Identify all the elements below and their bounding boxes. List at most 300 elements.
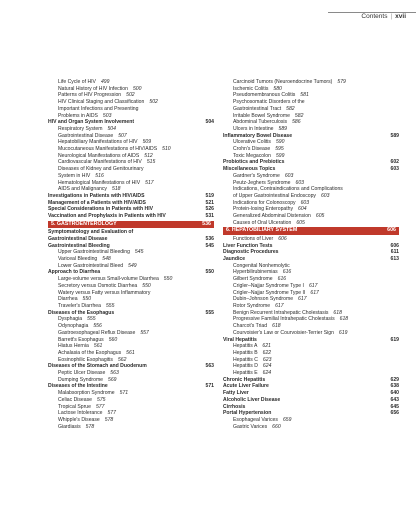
- toc-page-number: 512: [144, 152, 153, 159]
- toc-page-number: 629: [390, 376, 399, 383]
- toc-entry-title: Diseases of the Intestine: [48, 383, 108, 390]
- toc-entry-title: Toxic Megacolon: [233, 152, 271, 159]
- toc-entry-title: Neurological Manifestations of AIDS: [58, 152, 140, 159]
- toc-subtopic[interactable]: [223, 296, 399, 303]
- toc-entry-title: Charcot's Triad: [233, 323, 268, 330]
- toc-entry-title: Dubin–Johnson Syndrome: [233, 296, 294, 303]
- toc-subtopic[interactable]: [223, 86, 399, 93]
- toc-subtopic[interactable]: [48, 343, 214, 350]
- toc-subtopic[interactable]: [223, 350, 399, 357]
- toc-page-number: 606: [390, 242, 399, 249]
- toc-page-number: 582: [294, 112, 304, 119]
- toc-page-number: 603: [284, 172, 294, 179]
- toc-page-number: 550: [142, 282, 151, 289]
- toc-entry-title: Pseudomembranous Colitis: [233, 92, 296, 99]
- toc-subtopic[interactable]: [48, 316, 214, 323]
- toc-subtopic[interactable]: [223, 283, 399, 290]
- toc-entry-title: Viral Hepatitis: [223, 336, 257, 343]
- toc-page-number: 621: [262, 343, 271, 350]
- toc-entry-title: Important Infections and Presenting: [58, 105, 139, 112]
- toc-entry-title: Diseases of Kidney and Genitourinary: [58, 166, 144, 173]
- toc-entry-title: Respiratory System: [58, 125, 103, 132]
- toc-topic[interactable]: [223, 249, 399, 256]
- toc-topic[interactable]: [223, 377, 399, 384]
- toc-subtopic[interactable]: [48, 417, 214, 424]
- toc-entry-title: Probiotics and Prebiotics: [223, 159, 285, 166]
- toc-entry-title: Peptic Ulcer Disease: [58, 370, 106, 377]
- toc-page-number: 603: [390, 166, 399, 173]
- toc-entry-title: Gastrointestinal Tract: [233, 105, 282, 112]
- toc-subtopic[interactable]: [223, 424, 399, 431]
- toc-subtopic[interactable]: [223, 79, 399, 86]
- toc-subtopic[interactable]: [223, 263, 399, 270]
- toc-entry-title: Irritable Bowel Syndrome: [233, 112, 290, 119]
- section-heading[interactable]: [223, 227, 399, 235]
- toc-topic[interactable]: [48, 363, 214, 370]
- toc-entry-title: Functions of Liver: [233, 235, 274, 242]
- toc-page-number: 549: [128, 262, 137, 269]
- toc-topic[interactable]: [223, 390, 399, 397]
- toc-page-number: 536: [202, 220, 211, 227]
- toc-page-number: 518: [111, 186, 121, 193]
- toc-subtopic[interactable]: [48, 263, 214, 270]
- toc-entry-title: Indications for Colonoscopy: [233, 199, 296, 206]
- toc-entry-title: Whipple's Disease: [58, 416, 100, 423]
- toc-entry-title: Dysphagia: [58, 316, 83, 323]
- toc-page-number: 619: [390, 336, 399, 343]
- toc-page-number: 562: [117, 356, 127, 363]
- toc-page-number: 660: [272, 423, 281, 430]
- toc-subtopic[interactable]: [48, 180, 214, 187]
- toc-topic[interactable]: [223, 397, 399, 404]
- toc-page-number: 586: [292, 119, 301, 126]
- toc-entry-title: of Upper Gastrointestinal Endoscopy: [233, 192, 316, 199]
- toc-page-number: 563: [205, 363, 214, 370]
- toc-entry-title: Fatty Liver: [223, 390, 249, 397]
- section-heading[interactable]: [48, 221, 214, 229]
- toc-page-number: 531: [205, 213, 214, 220]
- toc-subtopic[interactable]: [223, 126, 399, 133]
- toc-topic[interactable]: [223, 404, 399, 411]
- toc-subtopic[interactable]: [48, 303, 214, 310]
- toc-subtopic[interactable]: [48, 79, 214, 86]
- toc-subtopic[interactable]: [48, 410, 214, 417]
- toc-page-number: 563: [110, 370, 119, 377]
- toc-page-number: 617: [310, 289, 319, 296]
- toc-page-number: 659: [282, 416, 292, 423]
- toc-topic[interactable]: [48, 193, 214, 200]
- toc-topic[interactable]: [223, 159, 399, 166]
- toc-page-number: 616: [277, 276, 287, 283]
- toc-subtopic[interactable]: [223, 213, 399, 220]
- toc-subtopic[interactable]: [223, 370, 399, 377]
- toc-subtopic[interactable]: [48, 397, 214, 404]
- toc-page-number: 507: [118, 132, 127, 139]
- toc-subtopic[interactable]: [223, 113, 399, 120]
- toc-page-number: 582: [286, 105, 295, 112]
- toc-entry-title: Cirrhosis: [223, 403, 246, 410]
- toc-topic[interactable]: [223, 166, 399, 173]
- toc-entry-title: Diarrhea: [58, 296, 78, 303]
- toc-entry-title: Miscellaneous Topics: [223, 166, 276, 173]
- toc-subtopic[interactable]: [48, 186, 214, 193]
- toc-subtopic[interactable]: [223, 276, 399, 283]
- toc-entry-title: Gilbert Syndrome: [233, 276, 273, 283]
- toc-page-number: 617: [308, 282, 318, 289]
- toc-page-number: 500: [132, 85, 142, 92]
- toc-subtopic[interactable]: [223, 343, 399, 350]
- toc-entry-title: Psychosomatic Disorders of the: [233, 99, 305, 106]
- toc-page-number: 578: [104, 416, 114, 423]
- toc-subtopic[interactable]: [48, 139, 214, 146]
- toc-subtopic[interactable]: [48, 166, 214, 173]
- toc-subtopic[interactable]: [48, 159, 214, 166]
- toc-subtopic[interactable]: [48, 173, 214, 180]
- toc-subtopic[interactable]: [223, 220, 399, 227]
- toc-entry-title: Portal Hypertension: [223, 410, 272, 417]
- toc-page-number: 611: [390, 249, 399, 256]
- toc-subtopic[interactable]: [48, 276, 214, 283]
- toc-subtopic[interactable]: [223, 153, 399, 160]
- toc-subtopic[interactable]: [48, 92, 214, 99]
- toc-page-number: 536: [205, 235, 214, 242]
- toc-entry-title: Hepatitis E: [233, 370, 258, 377]
- toc-entry-title: Jaundice: [223, 256, 246, 263]
- toc-page-number: 589: [390, 132, 399, 139]
- toc-entry-title: Gastroesophageal Reflux Disease: [58, 329, 136, 336]
- toc-page-number: 519: [205, 192, 214, 199]
- toc-page-number: 555: [105, 303, 115, 309]
- toc-entry-title: Progressive Familial Intrahepatic Cholestasis: [233, 316, 335, 323]
- toc-entry-title: Ulcerative Colitis: [233, 139, 271, 146]
- toc-page-number: 579: [337, 79, 346, 85]
- toc-entry-title: Hematological Manifestations of HIV: [58, 179, 141, 186]
- toc-entry-title: Lower Gastrointestinal Bleed: [58, 262, 124, 269]
- toc-subtopic[interactable]: [48, 370, 214, 377]
- toc-subtopic[interactable]: [223, 200, 399, 207]
- toc-page-number: 578: [85, 423, 95, 430]
- header-text: [361, 13, 406, 20]
- toc-subtopic[interactable]: [48, 113, 214, 120]
- toc-entry-title: Barrett's Esophagus: [58, 336, 104, 343]
- toc-subtopic[interactable]: [223, 180, 399, 187]
- toc-page-number: 580: [273, 85, 282, 92]
- toc-topic[interactable]: [48, 269, 214, 276]
- toc-topic[interactable]: [223, 383, 399, 390]
- toc-page-number: 521: [205, 199, 214, 206]
- toc-subtopic[interactable]: [48, 99, 214, 106]
- toc-page-number: 503: [102, 112, 112, 119]
- toc-entry-title: Traveler's Diarrhea: [58, 303, 101, 309]
- toc-subtopic[interactable]: [48, 424, 214, 431]
- toc-subtopic[interactable]: [48, 106, 214, 113]
- toc-entry-title: HIV Clinical Staging and Classification: [58, 99, 145, 106]
- toc-entry-title: Upper Gastrointestinal Bleeding: [58, 249, 130, 256]
- toc-subtopic[interactable]: [48, 377, 214, 384]
- toc-entry-title: Eosinophilic Esophagitis: [58, 356, 113, 363]
- toc-page-number: 603: [320, 192, 330, 199]
- header-title: Contents: [361, 13, 388, 20]
- toc-page-number: 618: [333, 309, 342, 316]
- toc-subtopic[interactable]: [223, 363, 399, 370]
- toc-entry-title: Ischemic Colitis: [233, 85, 269, 92]
- toc-subtopic[interactable]: [223, 139, 399, 146]
- toc-topic[interactable]: [223, 256, 399, 263]
- toc-entry-title: Gastrointestinal Disease: [48, 235, 108, 242]
- toc-entry-title: Watery versus Fatty versus Inflammatory: [58, 289, 151, 296]
- toc-entry-title: Gastrointestinal Disease: [58, 132, 114, 139]
- toc-topic[interactable]: [48, 206, 214, 213]
- toc-entry-title: Crigler–Najjar Syndrome Type I: [233, 282, 304, 289]
- toc-topic[interactable]: [223, 410, 399, 417]
- toc-entry-title: Secretory versus Osmotic Diarrhea: [58, 282, 138, 289]
- toc-entry-title: Hiatus Hernia: [58, 343, 89, 350]
- toc-page-number: 581: [300, 92, 309, 99]
- toc-page-number: 561: [93, 343, 103, 350]
- toc-page-number: 550: [205, 269, 214, 276]
- toc-entry-title: Abdominal Tuberculosis: [233, 119, 288, 126]
- toc-subtopic[interactable]: [48, 256, 214, 263]
- toc-page-number: 640: [390, 390, 399, 397]
- toc-subtopic[interactable]: [48, 86, 214, 93]
- toc-topic[interactable]: [223, 133, 399, 140]
- toc-subtopic[interactable]: [48, 323, 214, 330]
- toc-page-number: 504: [107, 125, 116, 132]
- toc-page-number: 618: [339, 316, 349, 323]
- toc-entry-title: Investigations in Patients with HIV/AIDS: [48, 192, 145, 199]
- toc-subtopic[interactable]: [48, 357, 214, 364]
- toc-subtopic[interactable]: [48, 290, 214, 297]
- toc-entry-title: Problems in AIDS: [58, 112, 98, 119]
- toc-entry-title: Cardiovascular Manifestations of HIV: [58, 159, 142, 166]
- toc-page-number: 604: [298, 206, 307, 213]
- toc-entry-title: Generalized Abdominal Distension: [233, 213, 311, 220]
- toc-entry-title: Alcoholic Liver Disease: [223, 396, 281, 403]
- toc-page-number: 502: [149, 99, 158, 106]
- toc-subtopic[interactable]: [223, 193, 399, 200]
- toc-subtopic[interactable]: [48, 126, 214, 133]
- toc-page-number: 643: [390, 396, 399, 403]
- toc-page-number: 545: [205, 242, 214, 249]
- header-page-number: xvii: [395, 13, 406, 20]
- toc-page-number: 569: [108, 376, 117, 383]
- toc-entry-title: Patterns of HIV Progression: [58, 92, 122, 99]
- toc-page-number: 605: [315, 213, 325, 220]
- toc-entry-title: Life Cycle of HIV: [58, 79, 96, 85]
- toc-entry-title: Celiac Disease: [58, 396, 92, 403]
- toc-subtopic[interactable]: [223, 99, 399, 106]
- toc-subtopic[interactable]: [223, 119, 399, 126]
- toc-subtopic[interactable]: [223, 290, 399, 297]
- toc-subtopic[interactable]: [48, 146, 214, 153]
- toc-entry-title: System in HIV: [58, 172, 91, 179]
- toc-entry-title: Approach to Diarrhea: [48, 269, 101, 276]
- toc-page-number: 561: [126, 349, 135, 356]
- toc-subtopic[interactable]: [48, 133, 214, 140]
- running-header: [0, 0, 416, 30]
- toc-entry-title: Malabsorption Syndrome: [58, 390, 115, 397]
- toc-topic[interactable]: [48, 383, 214, 390]
- toc-subtopic[interactable]: [223, 357, 399, 364]
- toc-topic[interactable]: [48, 229, 214, 236]
- toc-topic[interactable]: [48, 310, 214, 317]
- toc-page-number: 618: [272, 323, 281, 330]
- toc-page-number: 603: [295, 179, 304, 186]
- toc-entry-title: Gastrointestinal Bleeding: [48, 242, 110, 249]
- toc-subtopic[interactable]: [223, 206, 399, 213]
- toc-entry-title: Diseases of the Stomach and Duodenum: [48, 363, 147, 370]
- toc-page-number: 590: [275, 139, 285, 146]
- toc-topic[interactable]: [223, 337, 399, 344]
- toc-page-number: 623: [262, 356, 272, 363]
- toc-page-number: 526: [205, 206, 214, 213]
- toc-page-number: 517: [145, 179, 154, 186]
- toc-page-number: 606: [278, 235, 287, 242]
- toc-subtopic[interactable]: [48, 153, 214, 160]
- toc-entry-title: Carcinoid Tumors (Neuroendocrine Tumors): [233, 79, 333, 85]
- toc-page-number: 617: [298, 296, 307, 303]
- toc-entry-title: Natural History of HIV Infection: [58, 85, 128, 92]
- toc-entry-title: Hepatitis B: [233, 349, 258, 356]
- toc-subtopic[interactable]: [48, 350, 214, 357]
- toc-page-number: 557: [140, 329, 149, 336]
- toc-page-number: 656: [390, 410, 399, 417]
- toc-subtopic[interactable]: [48, 390, 214, 397]
- toc-entry-title: Symptomatology and Evaluation of: [48, 229, 134, 236]
- toc-subtopic[interactable]: [48, 404, 214, 411]
- toc-page-number: 571: [119, 390, 129, 397]
- toc-subtopic[interactable]: [48, 330, 214, 337]
- toc-page-number: 617: [275, 303, 284, 309]
- toc-page-number: 619: [338, 329, 348, 336]
- toc-entry-title: Peutz-Jeghers Syndrome: [233, 179, 291, 186]
- toc-page-number: 510: [162, 146, 171, 153]
- toc-entry-title: Hyperbilirubinemias: [233, 269, 278, 276]
- toc-page-number: 504: [205, 119, 214, 126]
- toc-topic[interactable]: [48, 236, 214, 243]
- toc-entry-title: Hepatitis A: [233, 343, 258, 350]
- toc-entry-title: Courvoisier's Law or Courvoisier-Terrier Sign: [233, 329, 334, 336]
- toc-subtopic[interactable]: [223, 146, 399, 153]
- toc-page-number: 571: [205, 383, 214, 390]
- toc-subtopic[interactable]: [223, 269, 399, 276]
- toc-entry-title: Congenital Nonhemolytic: [233, 262, 290, 269]
- toc-page-number: 603: [300, 199, 310, 206]
- toc-page-number: 555: [205, 309, 214, 316]
- toc-subtopic[interactable]: [48, 337, 214, 344]
- toc-entry-title: Chronic Hepatitis: [223, 376, 266, 383]
- toc-entry-title: Indications, Contraindications and Complications: [233, 186, 343, 193]
- toc-entry-title: Odynophagia: [58, 323, 89, 330]
- toc-entry-title: Acute Liver Failure: [223, 383, 269, 390]
- toc-page-number: 638: [390, 383, 399, 390]
- toc-entry-title: AIDS and Malignancy: [58, 186, 107, 193]
- toc-entry-title: Management of a Patients with HIV/AIDS: [48, 199, 146, 206]
- toc-entry-title: Mucocutaneous Manifestations of HIV/AIDS: [58, 146, 158, 153]
- toc-topic[interactable]: [48, 200, 214, 207]
- toc-topic[interactable]: [48, 213, 214, 220]
- toc-entry-title: Inflammatory Bowel Disease: [223, 132, 293, 139]
- toc-page-number: 616: [282, 269, 292, 276]
- toc-subtopic[interactable]: [48, 296, 214, 303]
- toc-entry-title: Liver Function Tests: [223, 242, 273, 249]
- toc-page-number: 624: [262, 370, 272, 377]
- toc-page-number: 605: [296, 219, 305, 226]
- toc-entry-title: Vaccination and Prophylaxis in Patients with HIV: [48, 213, 166, 220]
- toc-topic[interactable]: [223, 243, 399, 250]
- toc-page-number: 545: [134, 249, 144, 256]
- toc-page-number: 589: [278, 125, 287, 132]
- toc-entry-title: Ulcers in Intestine: [233, 125, 274, 132]
- toc-subtopic[interactable]: [48, 249, 214, 256]
- contents-column-right: [223, 79, 399, 430]
- toc-subtopic[interactable]: [223, 106, 399, 113]
- toc-topic[interactable]: [48, 119, 214, 126]
- toc-page-number: 613: [390, 256, 399, 263]
- toc-page-number: 548: [102, 256, 111, 263]
- toc-page-number: 555: [87, 316, 96, 323]
- toc-entry-title: Variceal Bleeding: [58, 256, 98, 263]
- toc-entry-title: Diseases of the Esophagus: [48, 309, 115, 316]
- toc-entry-title: Crigler–Najjar Syndrome Type II: [233, 289, 306, 296]
- toc-entry-title: Lactose Intolerance: [58, 410, 103, 417]
- toc-page-number: 560: [108, 336, 118, 343]
- toc-entry-title: Causes of Oral Ulceration: [233, 219, 292, 226]
- toc-subtopic[interactable]: [223, 417, 399, 424]
- toc-entry-title: Diagnostic Procedures: [223, 249, 279, 256]
- toc-page-number: 624: [262, 363, 272, 370]
- toc-entry-title: Benign Recurrent Intrahepatic Cholestasis: [233, 309, 329, 316]
- toc-entry-title: 5. GASTROENTEROLOGY: [51, 220, 117, 227]
- toc-page-number: 515: [146, 159, 156, 166]
- toc-topic[interactable]: [48, 243, 214, 250]
- toc-subtopic[interactable]: [223, 310, 399, 317]
- toc-page-number: 599: [275, 152, 285, 159]
- toc-subtopic[interactable]: [223, 323, 399, 330]
- toc-page-number: 606: [387, 227, 396, 234]
- toc-entry-title: HIV and Organ System Involvement: [48, 119, 135, 126]
- toc-page-number: 499: [100, 79, 110, 85]
- toc-entry-title: Gardner's Syndrome: [233, 172, 280, 179]
- toc-page-number: 516: [95, 172, 104, 179]
- toc-entry-title: Protein-losing Enteropathy: [233, 206, 294, 213]
- toc-entry-title: 6. HEPATOBILIARY SYSTEM: [226, 227, 298, 234]
- toc-subtopic[interactable]: [223, 303, 399, 310]
- toc-subtopic[interactable]: [223, 236, 399, 243]
- toc-subtopic[interactable]: [223, 92, 399, 99]
- toc-subtopic[interactable]: [223, 186, 399, 193]
- toc-entry-title: Achalasia of the Esophagus: [58, 349, 122, 356]
- contents-column-left: [48, 79, 214, 430]
- toc-entry-title: Rotor Syndrome: [233, 303, 271, 309]
- toc-entry-title: Hepatitis D: [233, 363, 258, 370]
- toc-entry-title: Hepatitis C: [233, 356, 258, 363]
- toc-subtopic[interactable]: [223, 316, 399, 323]
- toc-entry-title: Tropical Sprue: [58, 403, 91, 410]
- toc-page-number: 556: [93, 323, 102, 330]
- toc-page-number: 502: [126, 92, 135, 99]
- toc-entry-title: Gastric Varices: [233, 423, 268, 430]
- toc-subtopic[interactable]: [48, 283, 214, 290]
- toc-entry-title: Dumping Syndrome: [58, 376, 104, 383]
- toc-page-number: 645: [390, 403, 399, 410]
- toc-entry-title: Crohn's Disease: [233, 146, 271, 153]
- toc-page-number: 550: [82, 296, 92, 303]
- toc-subtopic[interactable]: [223, 330, 399, 337]
- toc-page-number: 550: [163, 276, 173, 283]
- toc-entry-title: Giardiasis: [58, 423, 81, 430]
- toc-subtopic[interactable]: [223, 173, 399, 180]
